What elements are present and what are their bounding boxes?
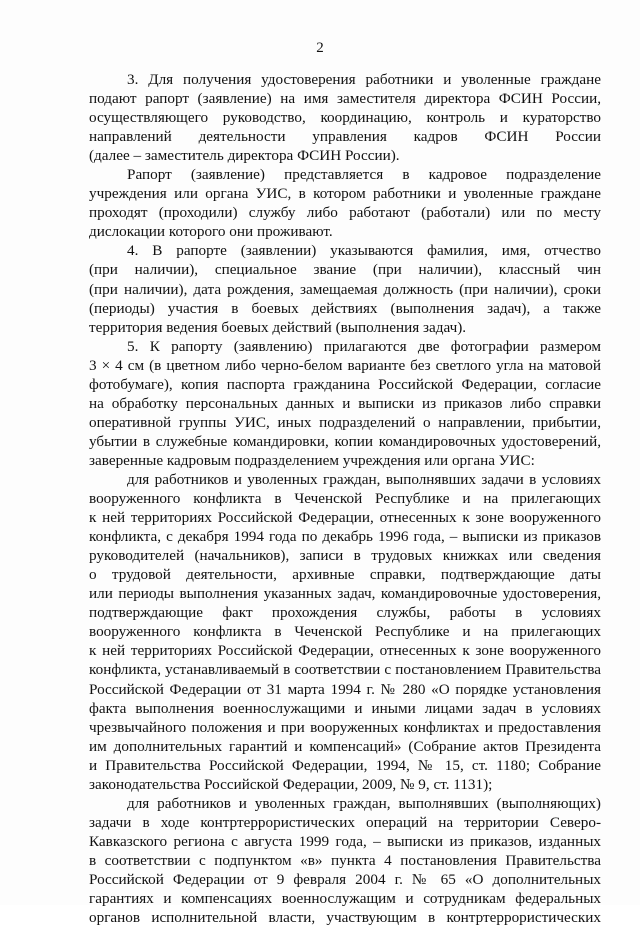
- text-line: задачи в ходе контртеррористических операций на территории Северо-: [89, 813, 601, 831]
- text-line: заверенные кадровым подразделением учреждения или органа УИС:: [89, 451, 535, 469]
- text-line: о трудовой деятельности, архивные справки, подтверждающие даты: [89, 566, 601, 584]
- text-line: оперативной группы УИС, иных подразделений о направлении, прибытии,: [89, 413, 601, 431]
- text-line: (далее – заместитель директора ФСИН России).: [89, 147, 400, 165]
- text-line: вооруженного конфликта в Чеченской Республике и на прилегающих: [89, 623, 601, 641]
- text-line: или периоды выполнения указанных задач, командировочные удостоверения,: [89, 585, 601, 603]
- paragraph: [89, 337, 601, 470]
- text-line: конфликта, с декабря 1994 года по декабрь 1996 года, – выписки из приказов: [89, 528, 601, 546]
- text-line: направлений деятельности управления кадров ФСИН России: [89, 128, 601, 146]
- text-line: гарантиях и компенсациях военнослужащим и сотрудникам федеральных: [89, 890, 601, 908]
- text-line: Кавказского региона с августа 1999 года, – выписки из приказов, изданных: [89, 832, 601, 850]
- text-line: территория ведения боевых действий (выполнения задач).: [89, 318, 467, 336]
- text-line: и Правительства Российской Федерации, 1994, № 15, ст. 1180; Собрание: [89, 756, 601, 774]
- text-line: (при наличии), специальное звание (при наличии), классный чин: [89, 261, 601, 279]
- text-line: (периоды) участия в боевых действиях (выполнения задач), а также: [89, 299, 601, 317]
- paragraph: [89, 70, 601, 165]
- text-line: к ней территориях Российской Федерации, отнесенных к зоне вооруженного: [89, 509, 601, 527]
- text-line: 3 × 4 см (в цветном либо черно-белом варианте без светлого угла на матовой: [89, 356, 601, 374]
- text-line: на обработку персональных данных и выписки из приказов либо справки: [89, 394, 601, 412]
- text-line: 3. Для получения удостоверения работники и уволенные граждане: [127, 71, 601, 88]
- text-line: осуществляющего руководство, координацию, контроль и кураторство: [89, 109, 601, 127]
- text-line: подают рапорт (заявление) на имя заместителя директора ФСИН России,: [89, 90, 601, 108]
- page-number: 2: [316, 40, 324, 56]
- paragraph: [89, 794, 601, 927]
- document-body: [89, 70, 601, 927]
- text-line: чрезвычайного положения и при вооруженных конфликтах и предоставления: [89, 718, 601, 736]
- text-line: Рапорт (заявление) представляется в кадровое подразделение: [127, 166, 601, 184]
- text-line: для работников и уволенных граждан, выполнявших (выполняющих): [127, 794, 601, 812]
- text-line: руководителей (начальников), записи в трудовых книжках или сведения: [89, 547, 601, 565]
- text-line: дислокации которого они проживают.: [89, 223, 333, 241]
- text-line: Российской Федерации от 31 марта 1994 г. № 280 «О порядке установления: [89, 680, 601, 698]
- text-line: Российской Федерации от 9 февраля 2004 г. № 65 «О дополнительных: [89, 870, 601, 888]
- text-line: конфликта, устанавливаемый в соответствии с постановлением Правительства: [89, 661, 601, 679]
- text-line: законодательства Российской Федерации, 2009, № 9, ст. 1131);: [89, 775, 493, 793]
- text-line: подтверждающие факт прохождения службы, работы в условиях: [89, 604, 601, 622]
- text-line: (при наличии), дата рождения, замещаемая должность (при наличии), сроки: [89, 280, 601, 298]
- text-line: 4. В рапорте (заявлении) указываются фамилия, имя, отчество: [127, 242, 601, 260]
- text-line: вооруженного конфликта в Чеченской Республике и на прилегающих: [89, 490, 601, 508]
- text-line: органов исполнительной власти, участвующим в контртеррористических: [89, 909, 601, 927]
- text-line: факта выполнения военнослужащими и иными лицами задач в условиях: [89, 699, 601, 717]
- text-line: для работников и уволенных граждан, выполнявших задачи в условиях: [127, 470, 601, 488]
- text-line: фотобумаге), копия паспорта гражданина Российской Федерации, согласие: [89, 375, 601, 393]
- paragraph: [89, 165, 601, 241]
- paragraph: [89, 241, 601, 336]
- text-line: в соответствии с подпунктом «в» пункта 4 постановления Правительства: [89, 851, 601, 869]
- paragraph: [89, 470, 601, 794]
- text-line: им дополнительных гарантий и компенсаций» (Собрание актов Президента: [89, 737, 601, 755]
- text-line: 5. К рапорту (заявлению) прилагаются две фотографии размером: [127, 337, 601, 355]
- text-line: к ней территориях Российской Федерации, отнесенных к зоне вооруженного: [89, 642, 601, 660]
- text-line: учреждения или органа УИС, в котором работники и уволенные граждане: [89, 185, 601, 203]
- text-line: проходят (проходили) службу либо работают (работали) или по месту: [89, 204, 601, 222]
- text-line: убытии в служебные командировки, копии командировочных удостоверений,: [89, 432, 601, 450]
